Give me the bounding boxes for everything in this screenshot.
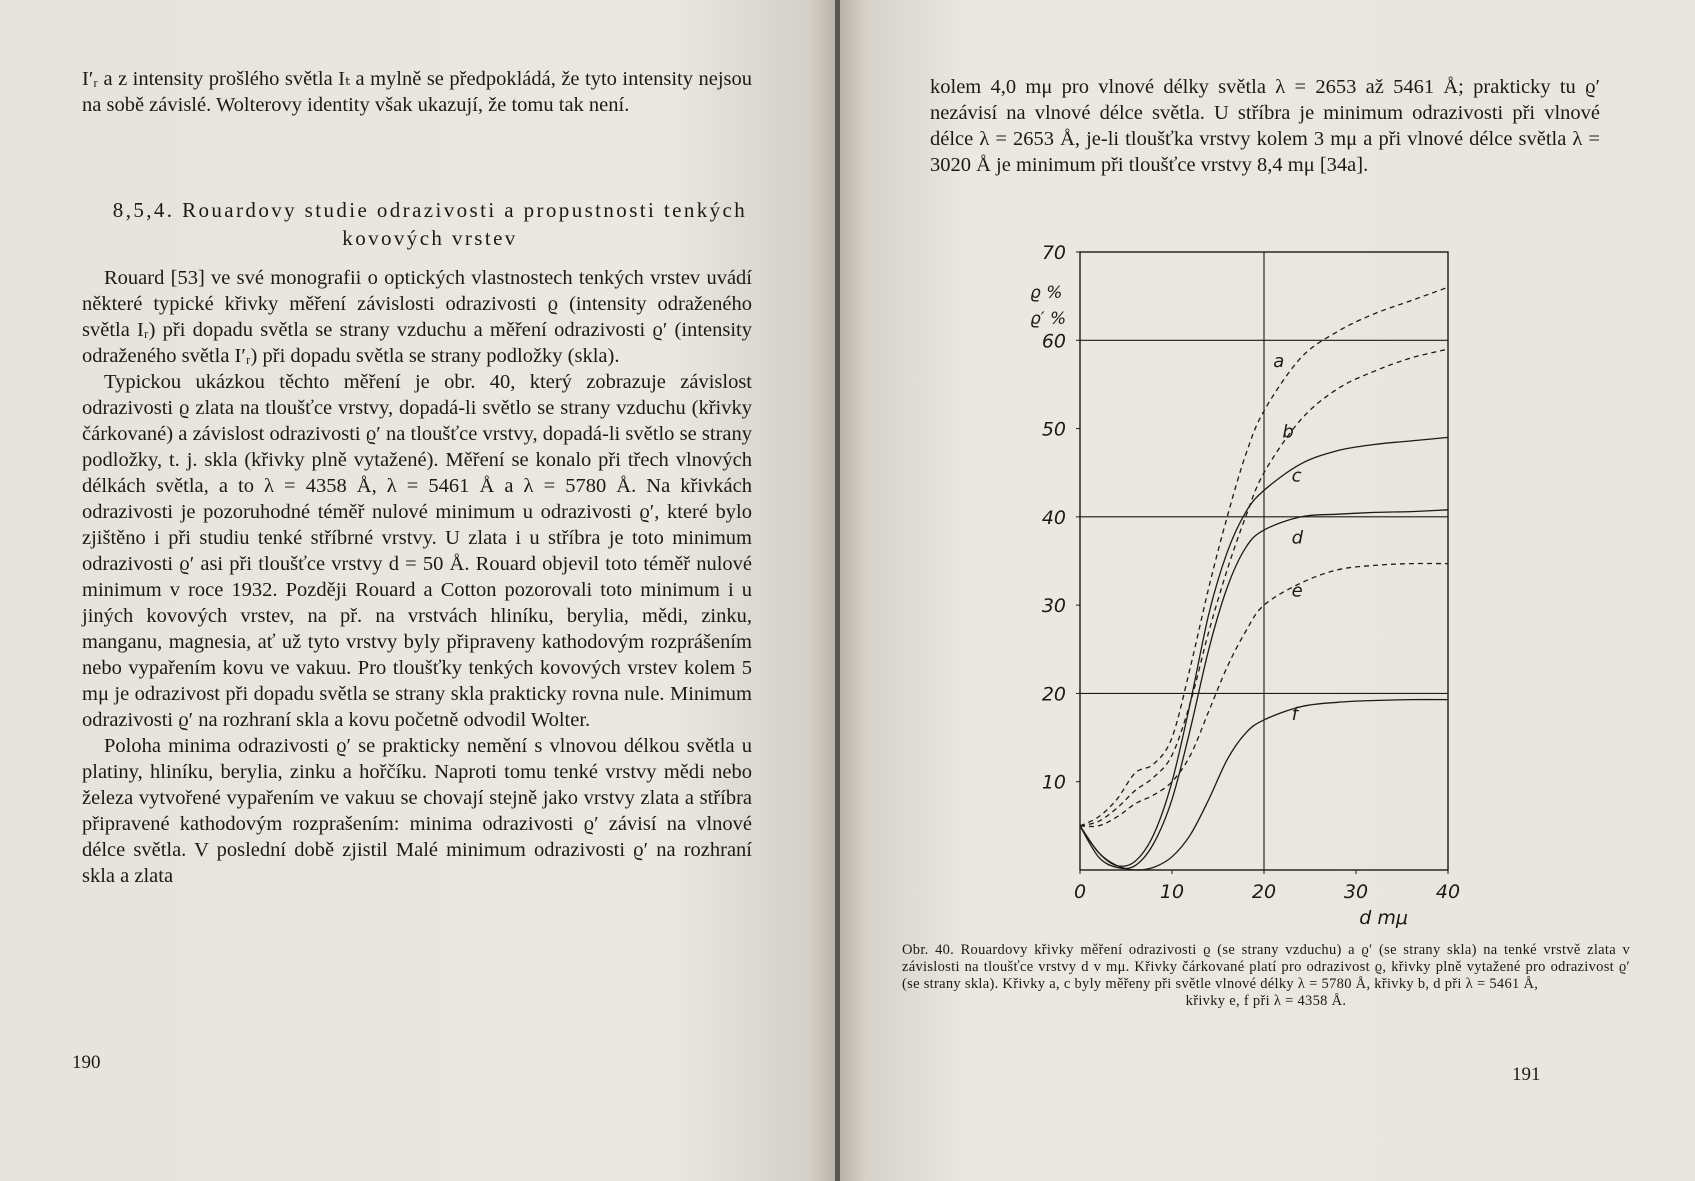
x-tick-label: 10 — [1159, 881, 1185, 903]
y-tick-label: 10 — [1041, 771, 1066, 794]
left-page — [0, 0, 835, 1181]
paragraph-continuation — [82, 66, 752, 118]
series-label-f: f — [1291, 703, 1298, 725]
reflectivity-chart — [980, 232, 1580, 942]
x-tick-label: 30 — [1343, 881, 1369, 903]
figure-40-chart — [980, 232, 1580, 942]
y-tick-label: 70 — [1041, 242, 1066, 264]
y-tick-label: 50 — [1041, 418, 1066, 441]
body-text — [82, 265, 752, 889]
x-tick-label: 0 — [1073, 881, 1087, 903]
page-number: 190 — [72, 1052, 101, 1073]
section-heading: 8,5,4. Rouardovy studie odrazivosti a propustnosti tenkých kovových vrstev — [112, 198, 748, 250]
caption-text: Obr. 40. Rouardovy křivky měření odrazivosti ϱ (se strany vzduchu) a ϱ′ (se strany skla) na tenké vrstvě zlata v závislosti na tloušťce vrstvy d v mμ. Křivky čárkované platí pro odrazivost ϱ, křivky plně vytažené pro odrazivost ϱ′ (se strany skla). Křivky a, c byly měřeny při světle vlnové délky λ = 5780 Å, křivky b, d při λ = 5461 Å, — [902, 942, 1630, 992]
y-tick-label: 60 — [1041, 330, 1066, 353]
caption-last-line: křivky e, f při λ = 4358 Å. — [1185, 993, 1347, 1009]
paragraph-3: Poloha minima odrazivosti ϱ′ se prakticky nemění s vlnovou délkou světla u platiny, hliníku, berylia, zinku a hořčíku. Naproti tomu tenké vrstvy mědi nebo železa vytvořené vypařením ve vakuu se chovají stejně jako vrstvy zlata a stříbra připravené kathodovým rozprašením: minima odrazivosti ϱ′ závisí na vlnové délce světla. V poslední době zjistil Malé minimum odrazivosti ϱ′ na rozhraní skla a zlata — [82, 735, 752, 887]
right-page — [840, 0, 1695, 1181]
y-tick-label: 40 — [1041, 506, 1066, 529]
x-tick-label: 40 — [1435, 881, 1461, 903]
y-tick-label: 20 — [1041, 683, 1066, 706]
paragraph-text: kolem 4,0 mμ pro vlnové délky světla λ = 2653 až 5461 Å; prakticky tu ϱ′ nezávisí na vlnové délce světla. U stříbra je minimum odrazivosti při vlnové délce λ = 2653 Å, je-li tloušťka vrstvy kolem 3 mμ a při vlnové délce světla λ = 3020 Å je minimum při tloušťce vrstvy 8,4 mμ [34a]. — [930, 76, 1600, 176]
y-axis-label-rho-prime: ϱ′ % — [1030, 309, 1067, 330]
series-label-b: b — [1282, 421, 1294, 443]
series-label-e: e — [1291, 580, 1303, 602]
y-axis-label-rho: ϱ % — [1030, 283, 1063, 304]
paragraph-continuation — [930, 74, 1600, 178]
paragraph-1: Rouard [53] ve své monografii o optických vlastnostech tenkých vrstev uvádí některé typické křivky měření závislosti odrazivosti ϱ (intensity odraženého světla Iᵣ) při dopadu světla se strany vzduchu a měření odrazivosti ϱ′ (intensity odraženého světla I′ᵣ) při dopadu světla se strany podložky (skla). — [82, 267, 752, 367]
series-label-d: d — [1291, 527, 1304, 549]
paragraph-2: Typickou ukázkou těchto měření je obr. 40, který zobrazuje závislost odrazivosti ϱ zlata na tloušťce vrstvy, dopadá-li světlo se strany vzduchu (křivky čárkované) a závislost odrazivosti ϱ′ na tloušťce vrstvy, dopadá-li světlo se strany podložky, t. j. skla (křivky plně vytažené). Měření se konalo při třech vlnových délkách světla, a to λ = 4358 Å, λ = 5461 Å a λ = 5780 Å. Na křivkách odrazivosti je pozoruhodné téměř nulové minimum u odrazivosti ϱ′, které bylo zjištěno i při studiu tenké stříbrné vrstvy. U zlata i u stříbra je toto minimum odrazivosti ϱ′ asi při tloušťce vrstvy d = 50 Å. Rouard objevil toto téměř nulové minimum v roce 1932. Později Rouard a Cotton pozorovali toto minimum i u jiných kovových vrstev, na př. na vrstvách hliníku, berylia, mědi, zinku, manganu, magnesia, ať už tyto vrstvy byly připraveny kathodovým rozprášením nebo vypařením kovu ve vakuu. Pro tloušťky tenkých kovových vrstev kolem 5 mμ je odrazivost při dopadu světla se strany skla prakticky rovna nule. Minimum odrazivosti ϱ′ na rozhraní skla a kovu početně odvodil Wolter. — [82, 371, 752, 731]
figure-caption — [902, 942, 1630, 1010]
paragraph-text: I′ᵣ a z intensity prošlého světla Iₜ a mylně se předpokládá, že tyto intensity nejsou na sobě závislé. Wolterovy identity však ukazují, že tomu tak není. — [82, 68, 752, 116]
series-label-c: c — [1291, 465, 1302, 487]
y-tick-label: 30 — [1041, 595, 1066, 618]
series-label-a: a — [1273, 350, 1285, 372]
x-axis-label: d mμ — [1359, 907, 1408, 929]
page-number: 191 — [1512, 1064, 1541, 1085]
x-tick-label: 20 — [1251, 881, 1277, 903]
